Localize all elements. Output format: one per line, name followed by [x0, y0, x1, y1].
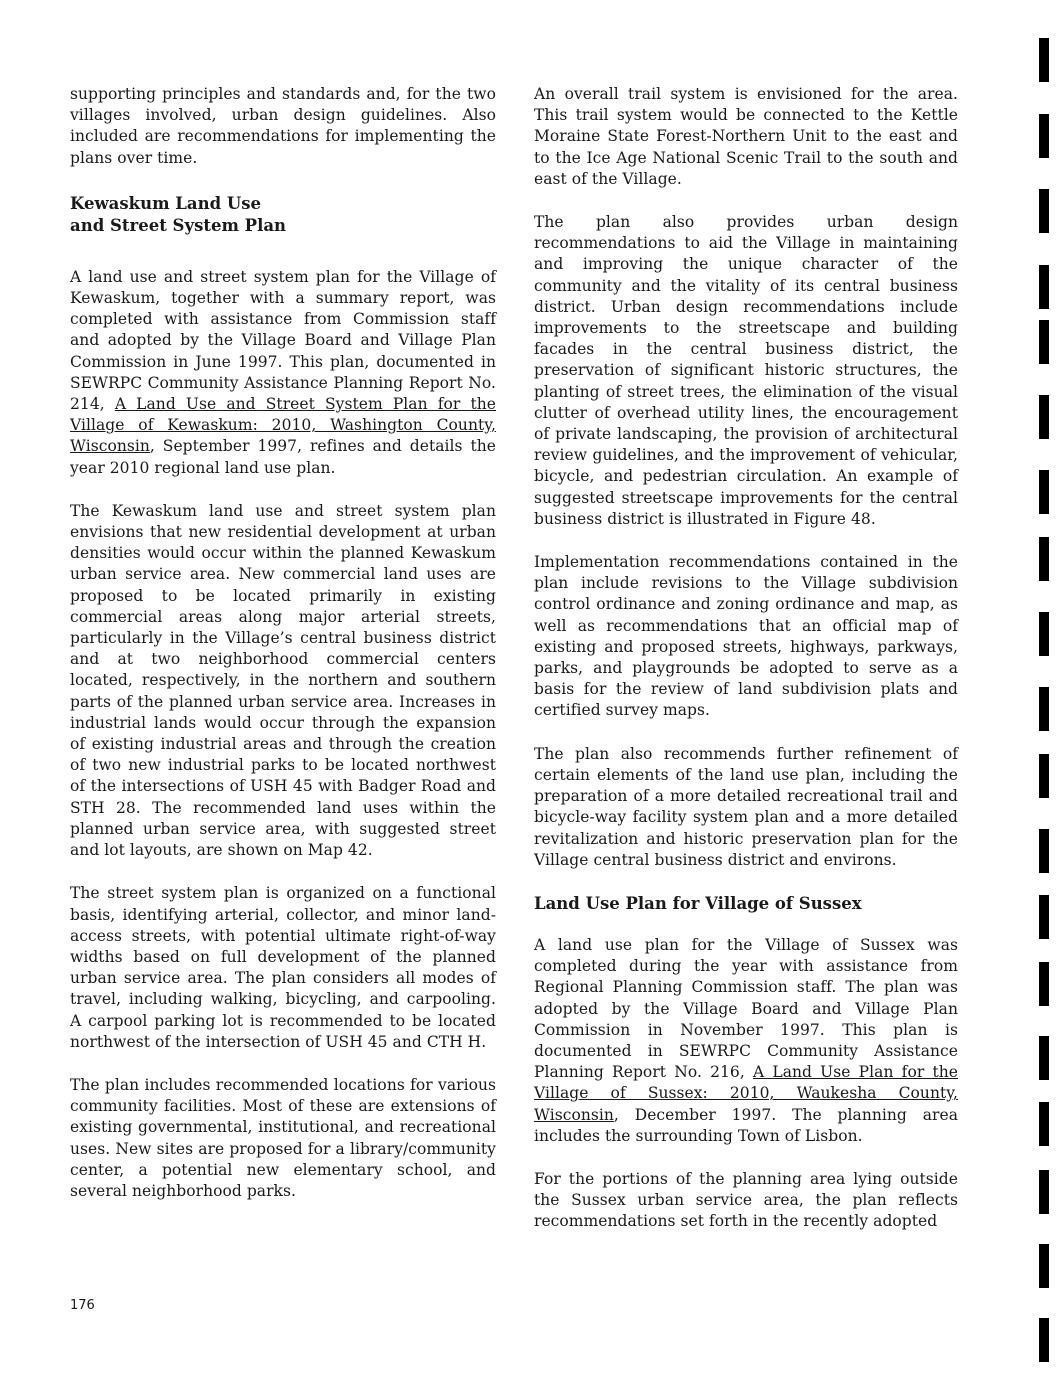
- sussex-paragraph-2: For the portions of the planning area lying outside the Sussex urban service area, the plan reflects recommendations set forth in the recently adopted: [534, 1169, 958, 1231]
- implementation-paragraph: Implementation recommendations contained in the plan include revisions to the Village subdivision control ordinance and zoning ordinance and map, as well as recommendations that an official map of existing and proposed streets, highways, parkways, parks, and playgrounds be adopted to serve as a basis for the review of land subdivision plats and certified survey maps.: [534, 553, 958, 720]
- binding-mark: [1039, 754, 1049, 798]
- binding-mark: [1039, 1170, 1049, 1214]
- trail-paragraph: An overall trail system is envisioned for the area. This trail system would be connected to the Kettle Moraine State Forest-Northern Unit to the east and to the Ice Age National Scenic Trail to the south and east of the Village.: [534, 85, 958, 188]
- binding-mark: [1039, 895, 1049, 939]
- binding-mark: [1039, 470, 1049, 514]
- left-column: [70, 84, 496, 1224]
- binding-marks: [1036, 0, 1056, 1380]
- binding-mark: [1039, 829, 1049, 873]
- binding-mark: [1039, 395, 1049, 439]
- urban-design-paragraph: The plan also provides urban design recommendations to aid the Village in maintaining and improving the unique character of the community and the vitality of its central business district. Urban design recommendations include improvements to the streetscape and building facades in the central business district, the preservation of significant historic structures, the planting of street trees, the elimination of the visual clutter of overhead utility lines, the encouragement of private landscaping, the provision of architectural review guidelines, and the improvement of vehicular, bicycle, and pedestrian circulation. An example of suggested streetscape improvements for the central business district is illustrated in Figure 48.: [534, 213, 958, 528]
- binding-mark: [1039, 1102, 1049, 1146]
- binding-mark: [1039, 189, 1049, 233]
- page-number: 176: [70, 1298, 95, 1313]
- intro-paragraph: supporting principles and standards and, for the two villages involved, urban design guidelines. Also included are recommendations for implementing the plans over time.: [70, 85, 496, 167]
- kewaskum-paragraph-3: The street system plan is organized on a functional basis, identifying arterial, collector, and minor land-access streets, with potential ultimate right-of-way widths based on full development of the planned urban service area. The plan considers all modes of travel, including walking, bicycling, and carpooling. A carpool parking lot is recommended to be located northwest of the intersection of USH 45 and CTH H.: [70, 884, 496, 1051]
- paragraph-text: A land use plan for the Village of Sussex was completed during the year with assistance from Regional Planning Commission staff. The plan was adopted by the Village Board and Village Plan Commission in November 1997. This plan is documented in SEWRPC Community Assistance Planning Report No. 216,: [534, 935, 958, 1082]
- binding-mark: [1039, 38, 1049, 82]
- sussex-paragraph-1: [534, 935, 958, 1147]
- kewaskum-paragraph-2: The Kewaskum land use and street system plan envisions that new residential development at urban densities would occur within the planned Kewaskum urban service area. New commercial land uses are proposed to be located primarily in existing commercial areas along major arterial streets, particularly in the Village’s central business district and at two neighborhood commercial centers located, respectively, in the northern and southern parts of the planned urban service area. Increases in industrial lands would occur through the expansion of existing industrial areas and through the creation of two new industrial parks to be located northwest of the intersections of USH 45 with Badger Road and STH 28. The recommended land uses within the planned urban service area, with suggested street and lot layouts, are shown on Map 42.: [70, 501, 496, 860]
- paragraph-text: , December 1997. The planning area includes the surrounding Town of Lisbon.: [534, 1105, 958, 1145]
- heading-line-1: Kewaskum Land Use: [70, 193, 262, 213]
- kewaskum-section-heading: [70, 193, 496, 237]
- report-title-underlined: A Land Use and Street System Plan for the Village of Kewaskum: 2010, Washington County, Wisconsin: [70, 395, 496, 456]
- right-column: [534, 84, 958, 1255]
- report-title-underlined: A Land Use Plan for the Village of Sussex: 2010, Waukesha County, Wisconsin: [534, 1063, 958, 1124]
- binding-mark: [1039, 320, 1049, 364]
- kewaskum-paragraph-4: The plan includes recommended locations for various community facilities. Most of these are extensions of existing governmental, institutional, and recreational uses. New sites are proposed for a library/community center, a potential new elementary school, and several neighborhood parks.: [70, 1075, 496, 1200]
- binding-mark: [1039, 962, 1049, 1006]
- binding-mark: [1039, 1244, 1049, 1288]
- binding-mark: [1039, 114, 1049, 158]
- refinement-paragraph: The plan also recommends further refinement of certain elements of the land use plan, including the preparation of a more detailed recreational trail and bicycle-way facility system plan and a more detailed revitalization and historic preservation plan for the Village central business district and environs.: [534, 744, 958, 869]
- binding-mark: [1039, 1318, 1049, 1362]
- binding-mark: [1039, 265, 1049, 309]
- sussex-section-heading: Land Use Plan for Village of Sussex: [534, 893, 862, 913]
- heading-line-2: and Street System Plan: [70, 215, 287, 235]
- binding-mark: [1039, 687, 1049, 731]
- paragraph-text: A land use and street system plan for the Village of Kewaskum, together with a summary report, was completed with assistance from Commission staff and adopted by the Village Board and Village Plan Commission in June 1997. This plan, documented in SEWRPC Community Assistance Planning Report No. 214,: [70, 267, 496, 414]
- binding-mark: [1039, 537, 1049, 581]
- binding-mark: [1039, 612, 1049, 656]
- kewaskum-paragraph-1: [70, 267, 496, 479]
- paragraph-text: , September 1997, refines and details the year 2010 regional land use plan.: [70, 437, 496, 477]
- binding-mark: [1039, 1036, 1049, 1080]
